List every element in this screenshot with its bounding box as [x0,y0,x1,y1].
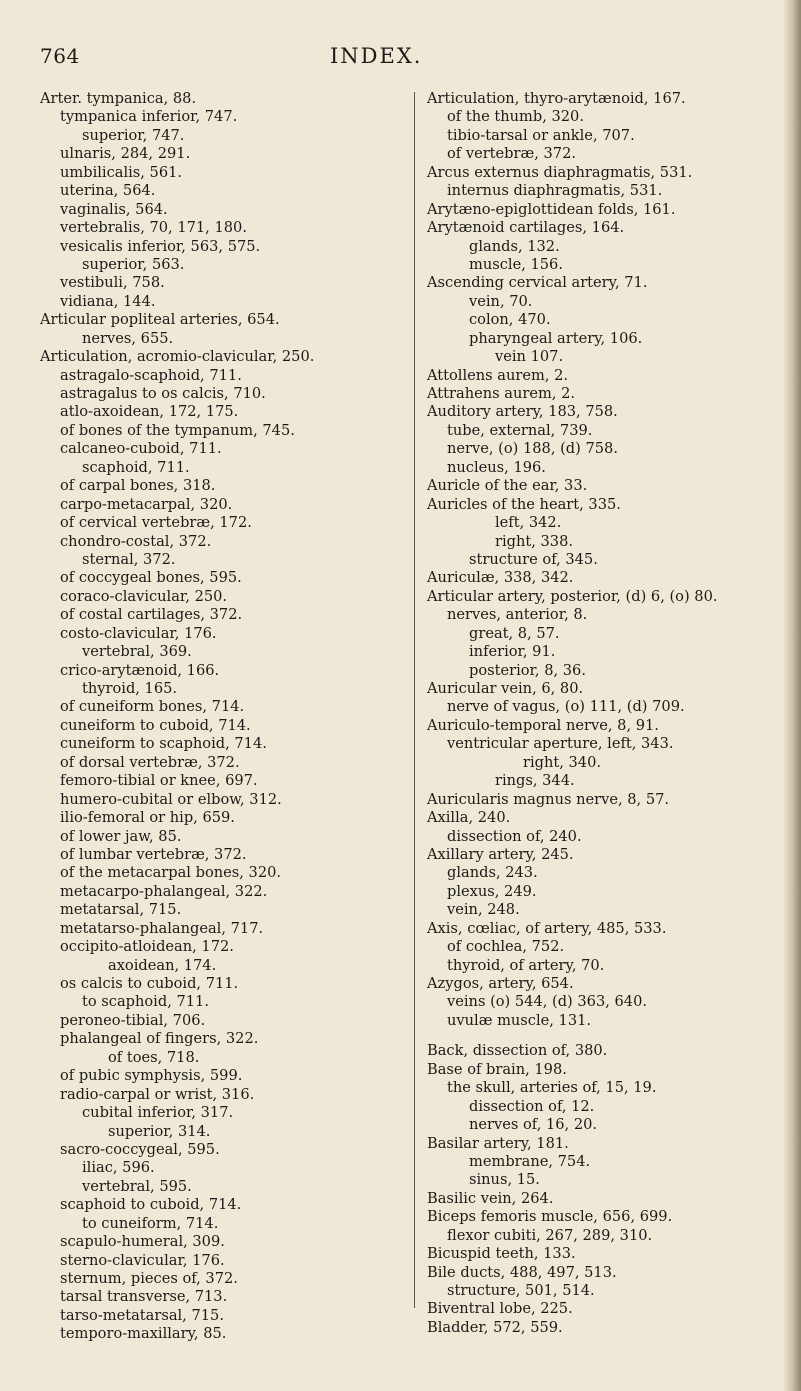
index-subentry: uvulæ muscle, 131. [447,1011,592,1029]
index-subentry: astragalo-scaphoid, 711. [60,366,242,384]
index-subentry: right, 340. [523,753,602,771]
index-entry: Attollens aurem, 2. [427,366,569,384]
index-subentry: vestibuli, 758. [60,274,165,292]
index-subentry: vaginalis, 564. [60,200,168,218]
index-subentry: vesicalis inferior, 563, 575. [60,237,261,255]
index-subentry: of cuneiform bones, 714. [60,698,245,716]
index-subentry: os calcis to cuboid, 711. [60,975,239,992]
index-subentry: great, 8, 57. [469,624,560,642]
index-entry: Articulation, thyro-arytænoid, 167. [427,90,686,107]
index-subentry: pharyngeal artery, 106. [469,329,643,347]
index-subentry: membrane, 754. [469,1152,591,1170]
index-subentry: cuneiform to scaphoid, 714. [60,735,267,753]
index-entry: Biventral lobe, 225. [427,1300,573,1318]
index-subentry: thyroid, of artery, 70. [447,956,605,974]
index-subentry: the skull, arteries of, 15, 19. [447,1079,657,1097]
index-entry: Auricles of the heart, 335. [427,495,621,513]
index-subentry: of the metacarpal bones, 320. [60,864,282,882]
index-subentry: cubital inferior, 317. [82,1104,234,1122]
index-subentry: cuneiform to cuboid, 714. [60,716,251,734]
index-subentry: of lumbar vertebræ, 372. [60,845,247,863]
index-entry: Attrahens aurem, 2. [427,385,576,402]
index-subentry: iliac, 596. [82,1159,155,1177]
index-column-right [427,90,782,1337]
index-subentry: nerve of vagus, (o) 111, (d) 709. [447,698,685,716]
index-entry: Bicuspid teeth, 133. [427,1245,576,1263]
index-subentry: dissection of, 12. [469,1097,595,1115]
index-subentry: muscle, 156. [469,255,563,273]
index-subentry: costo-clavicular, 176. [60,624,217,642]
index-subentry: of carpal bones, 318. [60,477,216,495]
index-subentry: ilio-femoral or hip, 659. [60,809,235,827]
index-subentry: metatarso-phalangeal, 717. [60,919,264,937]
index-subentry: of the thumb, 320. [447,108,584,126]
index-subentry: tympanica inferior, 747. [60,108,238,126]
index-entry: Axillary artery, 245. [427,845,574,863]
index-subentry: chondro-costal, 372. [60,532,212,550]
index-subentry: of cervical vertebræ, 172. [60,514,252,532]
index-subentry: sinus, 15. [469,1171,540,1189]
running-head: INDEX. [330,44,423,68]
index-subentry: atlo-axoidean, 172, 175. [60,403,239,421]
index-subentry: of vertebræ, 372. [447,145,576,163]
index-subentry: metacarpo-phalangeal, 322. [60,882,268,900]
column-divider [414,92,415,1308]
index-subentry: crico-arytænoid, 166. [60,661,220,679]
index-subentry: radio-carpal or wrist, 316. [60,1085,255,1103]
index-subentry: internus diaphragmatis, 531. [447,182,663,200]
index-subentry: tarsal transverse, 713. [60,1288,228,1306]
index-entry: Arcus externus diaphragmatis, 531. [427,163,693,181]
index-subentry: sternal, 372. [82,550,176,568]
index-subentry: metatarsal, 715. [60,901,182,919]
index-subentry: vertebral, 595. [82,1177,192,1195]
index-entry: Arytæno-epiglottidean folds, 161. [427,200,676,218]
index-subentry: uterina, 564. [60,182,156,200]
index-subentry: peroneo-tibial, 706. [60,1011,206,1029]
index-subentry: glands, 243. [447,864,538,882]
index-subentry: astragalus to os calcis, 710. [60,385,266,402]
index-entry: Arytænoid cartilages, 164. [427,219,625,237]
index-subentry: left, 342. [495,514,562,532]
index-entry: Articulation, acromio-clavicular, 250. [40,348,315,366]
index-entry: Articular artery, posterior, (d) 6, (o) 80. [427,587,718,605]
index-entry: Azygos, artery, 654. [427,975,574,992]
index-entry: Base of brain, 198. [427,1060,567,1078]
index-subentry: of costal cartilages, 372. [60,606,243,624]
index-subentry: of dorsal vertebræ, 372. [60,753,240,771]
index-subentry: superior, 747. [82,126,185,144]
index-subentry: umbilicalis, 561. [60,163,183,181]
index-subentry: sterno-clavicular, 176. [60,1251,225,1269]
index-subentry: vidiana, 144. [60,292,156,310]
index-subentry: of lower jaw, 85. [60,827,182,845]
index-subentry: nerves, anterior, 8. [447,606,588,624]
index-column-left [40,90,412,1344]
index-entry: Auricular vein, 6, 80. [427,680,584,697]
index-subentry: of bones of the tympanum, 745. [60,421,295,439]
index-subentry: structure of, 345. [469,550,598,568]
index-subentry: colon, 470. [469,311,551,329]
index-entry: Back, dissection of, 380. [427,1042,608,1060]
index-subentry: axoidean, 174. [108,956,217,974]
index-entry: Auricle of the ear, 33. [427,477,588,495]
index-subentry: flexor cubiti, 267, 289, 310. [447,1226,653,1244]
index-subentry: to cuneiform, 714. [82,1214,219,1232]
index-subentry: structure, 501, 514. [447,1282,595,1299]
index-subentry: ulnaris, 284, 291. [60,145,191,163]
entry-gap [427,1030,782,1042]
index-entry: Articular popliteal arteries, 654. [40,311,280,329]
index-subentry: vertebralis, 70, 171, 180. [60,219,247,237]
index-entry: Bladder, 572, 559. [427,1318,563,1336]
index-subentry: dissection of, 240. [447,827,582,845]
index-subentry: ventricular aperture, left, 343. [447,735,674,753]
index-subentry: vein, 248. [447,901,520,919]
index-subentry: veins (o) 544, (d) 363, 640. [447,993,648,1011]
index-subentry: to scaphoid, 711. [82,993,209,1011]
page-number: 764 [40,44,80,68]
index-subentry: scaphoid, 711. [82,458,190,476]
index-entry: Axilla, 240. [427,809,511,827]
index-subentry: plexus, 249. [447,882,537,900]
index-entry: Auricularis magnus nerve, 8, 57. [427,790,670,808]
index-subentry: tibio-tarsal or ankle, 707. [447,126,635,144]
index-subentry: occipito-atloidean, 172. [60,938,234,956]
index-entry: Auriculæ, 338, 342. [427,569,574,587]
index-entry: Basilar artery, 181. [427,1134,569,1152]
index-subentry: superior, 314. [108,1122,211,1140]
index-entry: Ascending cervical artery, 71. [427,274,648,292]
index-subentry: nerves of, 16, 20. [469,1116,598,1134]
index-subentry: calcaneo-cuboid, 711. [60,440,222,458]
index-subentry: phalangeal of fingers, 322. [60,1030,259,1048]
index-entry: Bile ducts, 488, 497, 513. [427,1263,617,1281]
index-subentry: glands, 132. [469,237,560,255]
index-subentry: of toes, 718. [108,1048,200,1066]
index-subentry: vertebral, 369. [82,643,192,661]
index-subentry: vein, 70. [469,292,533,310]
index-subentry: femoro-tibial or knee, 697. [60,772,258,790]
index-subentry: inferior, 91. [469,643,556,661]
index-subentry: of pubic symphysis, 599. [60,1067,243,1085]
page-edge-shadow [783,0,801,1391]
index-subentry: right, 338. [495,532,574,550]
index-subentry: sternum, pieces of, 372. [60,1270,238,1287]
index-entry: Axis, cœliac, of artery, 485, 533. [427,919,667,937]
index-subentry: temporo-maxillary, 85. [60,1325,227,1343]
index-entry: Auriculo-temporal nerve, 8, 91. [427,716,659,734]
index-subentry: coraco-clavicular, 250. [60,587,228,605]
index-entry: Biceps femoris muscle, 656, 699. [427,1208,673,1226]
index-subentry: scaphoid to cuboid, 714. [60,1196,242,1214]
index-entry: Arter. tympanica, 88. [40,90,197,107]
index-subentry: vein 107. [495,348,564,366]
index-subentry: carpo-metacarpal, 320. [60,495,233,513]
index-subentry: of coccygeal bones, 595. [60,569,242,587]
index-subentry: nucleus, 196. [447,458,546,476]
index-entry: Auditory artery, 183, 758. [427,403,618,421]
index-subentry: of cochlea, 752. [447,938,565,956]
index-entry: Basilic vein, 264. [427,1189,554,1207]
index-subentry: tarso-metatarsal, 715. [60,1306,224,1324]
index-subentry: thyroid, 165. [82,680,178,697]
index-subentry: posterior, 8, 36. [469,661,586,679]
index-subentry: nerves, 655. [82,329,174,347]
index-subentry: tube, external, 739. [447,421,593,439]
index-subentry: superior, 563. [82,255,185,273]
index-subentry: scapulo-humeral, 309. [60,1233,225,1251]
index-subentry: rings, 344. [495,772,575,790]
index-subentry: sacro-coccygeal, 595. [60,1140,220,1158]
index-subentry: humero-cubital or elbow, 312. [60,790,282,808]
index-subentry: nerve, (o) 188, (d) 758. [447,440,618,458]
